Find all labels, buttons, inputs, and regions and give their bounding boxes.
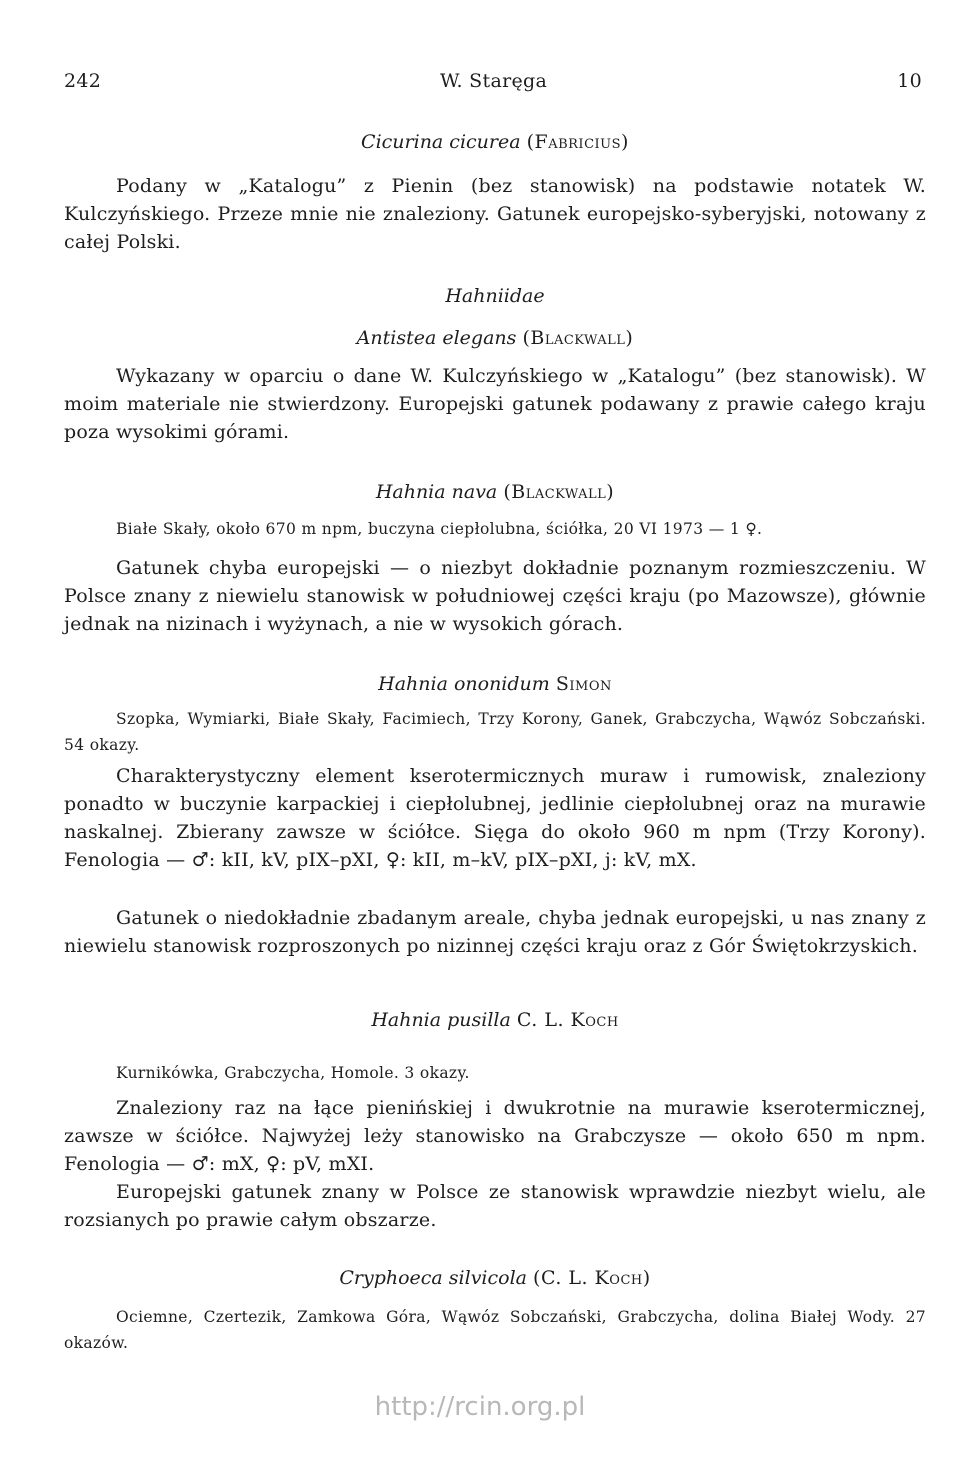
running-author: W. Staręga <box>440 70 548 92</box>
specimen-record: Białe Skały, około 670 m npm, buczyna ciepłolubna, ściółka, 20 VI 1973 — 1 ♀. <box>116 520 763 538</box>
taxon-heading-cicurina-cicurea <box>64 128 926 156</box>
page-number: 242 <box>64 70 102 92</box>
taxon-authority: Simon <box>555 673 612 695</box>
taxon-heading-cryphoeca-silvicola <box>64 1264 926 1292</box>
taxon-name: Hahnia nava <box>375 481 498 503</box>
taxon-heading-hahnia-nava <box>64 478 926 506</box>
species-note-paragraph: Europejski gatunek znany w Polsce ze stanowisk wprawdzie niezbyt wielu, ale rozsianych po prawie całym obszarze. <box>64 1181 926 1231</box>
taxon-authority: (Blackwall) <box>503 481 615 503</box>
species-note-paragraph: Znaleziony raz na łące pienińskiej i dwukrotnie na murawie kserotermicznej, zawsze w ściółce. Najwyżej leży stanowisko na Grabczysze — około 650 m npm. Fenologia — ♂: mX, ♀: pV, mXI. <box>64 1097 926 1175</box>
taxon-heading-antistea-elegans <box>64 324 926 352</box>
running-header <box>64 70 922 100</box>
species-note-paragraph: Gatunek chyba europejski — o niezbyt dokładnie poznanym rozmieszczeniu. W Polsce znany z niewielu stanowisk w południowej części kraju (po Mazowsze), głównie jednak na nizinach i wyżynach, a nie w wysokich górach. <box>64 557 926 635</box>
taxon-authority: (Blackwall) <box>522 327 634 349</box>
taxon-authority: (C. L. Koch) <box>533 1267 651 1289</box>
source-url-watermark: http://rcin.org.pl <box>374 1392 586 1422</box>
volume-number: 10 <box>897 70 922 92</box>
taxon-name: Hahnia ononidum <box>378 673 550 695</box>
taxon-heading-hahnia-ononidum <box>64 670 926 698</box>
species-note-paragraph: Charakterystyczny element kserotermicznych muraw i rumowisk, znaleziony ponadto w buczynie karpackiej i ciepłolubnej, jedlinie ciepłolubnej oraz na murawie naskalnej. Zbierany zawsze w ściółce. Sięga do około 960 m npm (Trzy Korony). Fenologia — ♂: kII, kV, pIX–pXI, ♀: kII, m–kV, pIX–pXI, j: kV, mX. <box>64 765 926 871</box>
taxon-heading-hahnia-pusilla <box>64 1006 926 1034</box>
specimen-record: Szopka, Wymiarki, Białe Skały, Facimiech, Trzy Korony, Ganek, Grabczycha, Wąwóz Sobczański. 54 okazy. <box>64 710 926 754</box>
taxon-name: Hahnia pusilla <box>371 1009 511 1031</box>
taxon-name: Antistea elegans <box>356 327 517 349</box>
family-heading: Hahniidae <box>445 285 545 307</box>
taxon-name: Cicurina cicurea <box>361 131 521 153</box>
taxon-authority: C. L. Koch <box>516 1009 619 1031</box>
specimen-record: Kurnikówka, Grabczycha, Homole. 3 okazy. <box>116 1064 470 1082</box>
taxon-authority: (Fabricius) <box>526 131 629 153</box>
taxon-name: Cryphoeca silvicola <box>339 1267 527 1289</box>
specimen-record: Ociemne, Czertezik, Zamkowa Góra, Wąwóz Sobczański, Grabczycha, dolina Białej Wody. 27 okazów. <box>64 1308 926 1352</box>
species-note-paragraph: Wykazany w oparciu o dane W. Kulczyńskiego w „Katalogu” (bez stanowisk). W moim materiale nie stwierdzony. Europejski gatunek podawany z prawie całego kraju poza wysokimi górami. <box>64 365 926 443</box>
species-note-paragraph: Podany w „Katalogu” z Pienin (bez stanowisk) na podstawie notatek W. Kulczyńskiego. Przeze mnie nie znaleziony. Gatunek europejsko-syberyjski, notowany z całej Polski. <box>64 175 926 253</box>
species-note-paragraph: Gatunek o niedokładnie zbadanym areale, chyba jednak europejski, u nas znany z niewielu stanowisk rozproszonych po nizinnej części kraju oraz z Gór Świętokrzyskich. <box>64 907 926 957</box>
